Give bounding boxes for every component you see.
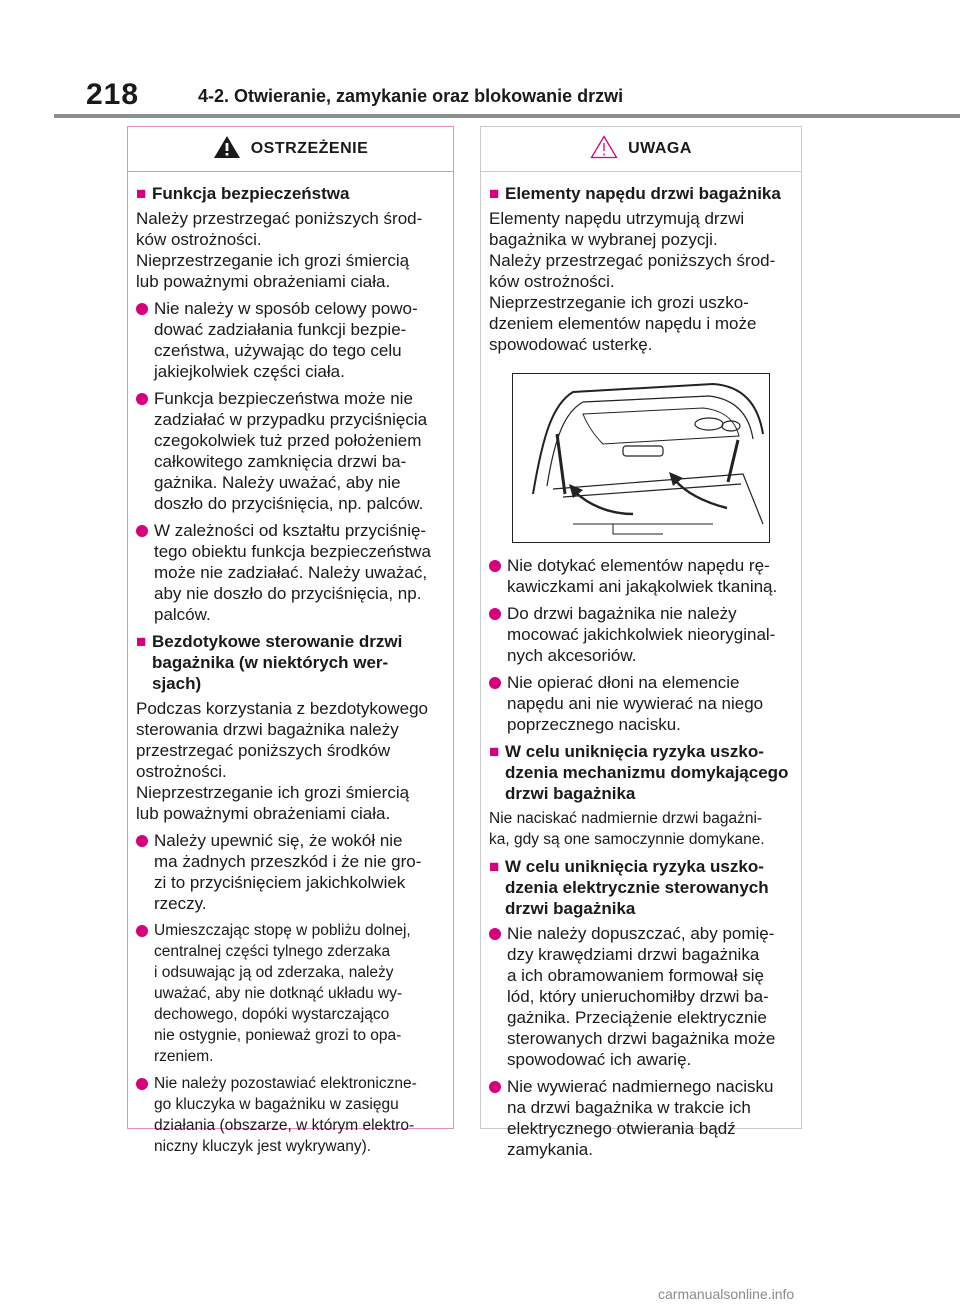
bullet-item: Nie należy dopuszczać, aby pomię- dzy krawędziami drzwi bagażnika a ich obramowaniem formował się lód, który unieruchomiłby drzwi ba- gażnika. Przeciążenie elektrycznie sterowanych drzwi bagażnika może spowodować ich awarię.: [489, 923, 793, 1070]
circle-bullet-icon: [489, 560, 501, 572]
bullet-item: Nie należy w sposób celowy powo- dować zadziałania funkcji bezpie- czeństwa, używając do tego celu jakiejkolwiek części ciała.: [136, 298, 445, 382]
warning-section-paragraph-1: Należy przestrzegać poniższych środ- ków ostrożności. Nieprzestrzeganie ich grozi śmiercią lub poważnymi obrażeniami ciała.: [136, 209, 423, 291]
notice-section-title-3: ■ W celu uniknięcia ryzyka uszko- dzenia elektrycznie sterowanych drzwi bagażnika: [489, 857, 769, 918]
circle-bullet-icon: [489, 677, 501, 689]
bullet-item: Umieszczając stopę w pobliżu dolnej, centralnej części tylnego zderzaka i odsuwając ją od zderzaka, należy uważać, aby nie dotknąć układu wy- dechowego, dopóki wystarczająco nie ostygnie, ponieważ grozi to opa- rzeniem.: [136, 920, 445, 1067]
warning-box-body: [128, 172, 453, 1157]
circle-bullet-icon: [136, 303, 148, 315]
square-bullet-icon: ■: [489, 184, 500, 203]
notice-box-body: [481, 172, 801, 1160]
square-bullet-icon: ■: [136, 632, 147, 651]
warning-box-title: OSTRZEŻENIE: [250, 140, 369, 157]
circle-bullet-icon: [136, 393, 148, 405]
warning-triangle-outline-icon: [590, 135, 618, 164]
bullet-item: Nie opierać dłoni na elemencie napędu ani nie wywierać na niego poprzecznego nacisku.: [489, 672, 793, 735]
bullet-item: W zależności od kształtu przyciśnię- tego obiektu funkcja bezpieczeństwa może nie zadziałać. Należy uważać, aby nie doszło do przyciśnięcia, np. palców.: [136, 520, 445, 625]
warning-triangle-icon: [213, 135, 241, 164]
header-rule: [54, 114, 960, 118]
notice-section-title-1: ■ Elementy napędu drzwi bagażnika: [489, 184, 781, 203]
circle-bullet-icon: [489, 608, 501, 620]
circle-bullet-icon: [489, 928, 501, 940]
notice-section-paragraph-2: Nie naciskać nadmiernie drzwi bagażni- ka, gdy są one samoczynnie domykane.: [489, 810, 765, 848]
bullet-item: Nie wywierać nadmiernego nacisku na drzwi bagażnika w trakcie ich elektrycznego otwierania bądź zamykania.: [489, 1076, 793, 1160]
notice-section-paragraph-1: Elementy napędu utrzymują drzwi bagażnika w wybranej pozycji. Należy przestrzegać poniższych środ- ków ostrożności. Nieprzestrzeganie ich grozi uszko- dzeniem elementów napędu i może spowodować usterkę.: [489, 209, 776, 354]
circle-bullet-icon: [136, 835, 148, 847]
page-number: 218: [86, 78, 140, 111]
bullet-item: Nie dotykać elementów napędu rę- kawiczkami ani jakąkolwiek tkaniną.: [489, 555, 793, 597]
tailgate-strut-illustration: [512, 373, 770, 543]
bullet-item: Do drzwi bagażnika nie należy mocować jakichkolwiek nieoryginal- nych akcesoriów.: [489, 603, 793, 666]
square-bullet-icon: ■: [489, 857, 500, 876]
square-bullet-icon: ■: [489, 742, 500, 761]
notice-box-title: UWAGA: [628, 140, 692, 157]
circle-bullet-icon: [136, 525, 148, 537]
notice-section-title-2: ■ W celu uniknięcia ryzyka uszko- dzenia mechanizmu domykającego drzwi bagażnika: [489, 742, 789, 803]
notice-box: [480, 126, 802, 1159]
circle-bullet-icon: [136, 925, 148, 937]
watermark: carmanualsonline.info: [658, 1286, 795, 1302]
circle-bullet-icon: [136, 1078, 148, 1090]
bullet-item: Funkcja bezpieczeństwa może nie zadziałać w przypadku przyciśnięcia czegokolwiek tuż przed położeniem całkowitego zamknięcia drzwi ba- gażnika. Należy uważać, aby nie doszło do przyciśnięcia, np. palców.: [136, 388, 445, 514]
circle-bullet-icon: [489, 1081, 501, 1093]
bullet-item: Należy upewnić się, że wokół nie ma żadnych przeszkód i że nie gro- zi to przyciśnięciem jakichkolwiek rzeczy.: [136, 830, 445, 914]
warning-section-paragraph-2: Podczas korzystania z bezdotykowego sterowania drzwi bagażnika należy przestrzegać poniższych środków ostrożności. Nieprzestrzeganie ich grozi śmiercią lub poważnymi obrażeniami ciała.: [136, 699, 428, 823]
warning-section-title-1: ■ Funkcja bezpieczeństwa: [136, 184, 350, 203]
warning-box-header: [128, 127, 453, 172]
warning-section-title-2: ■ Bezdotykowe sterowanie drzwi bagażnika (w niektórych wer- sjach): [136, 632, 403, 693]
warning-box: [127, 126, 454, 1155]
square-bullet-icon: ■: [136, 184, 147, 203]
section-title: 4-2. Otwieranie, zamykanie oraz blokowanie drzwi: [198, 86, 624, 106]
bullet-item: Nie należy pozostawiać elektroniczne- go kluczyka w bagażniku w zasięgu działania (obszarze, w którym elektro- niczny kluczyk jest wykrywany).: [136, 1073, 445, 1157]
notice-box-header: [481, 127, 801, 172]
